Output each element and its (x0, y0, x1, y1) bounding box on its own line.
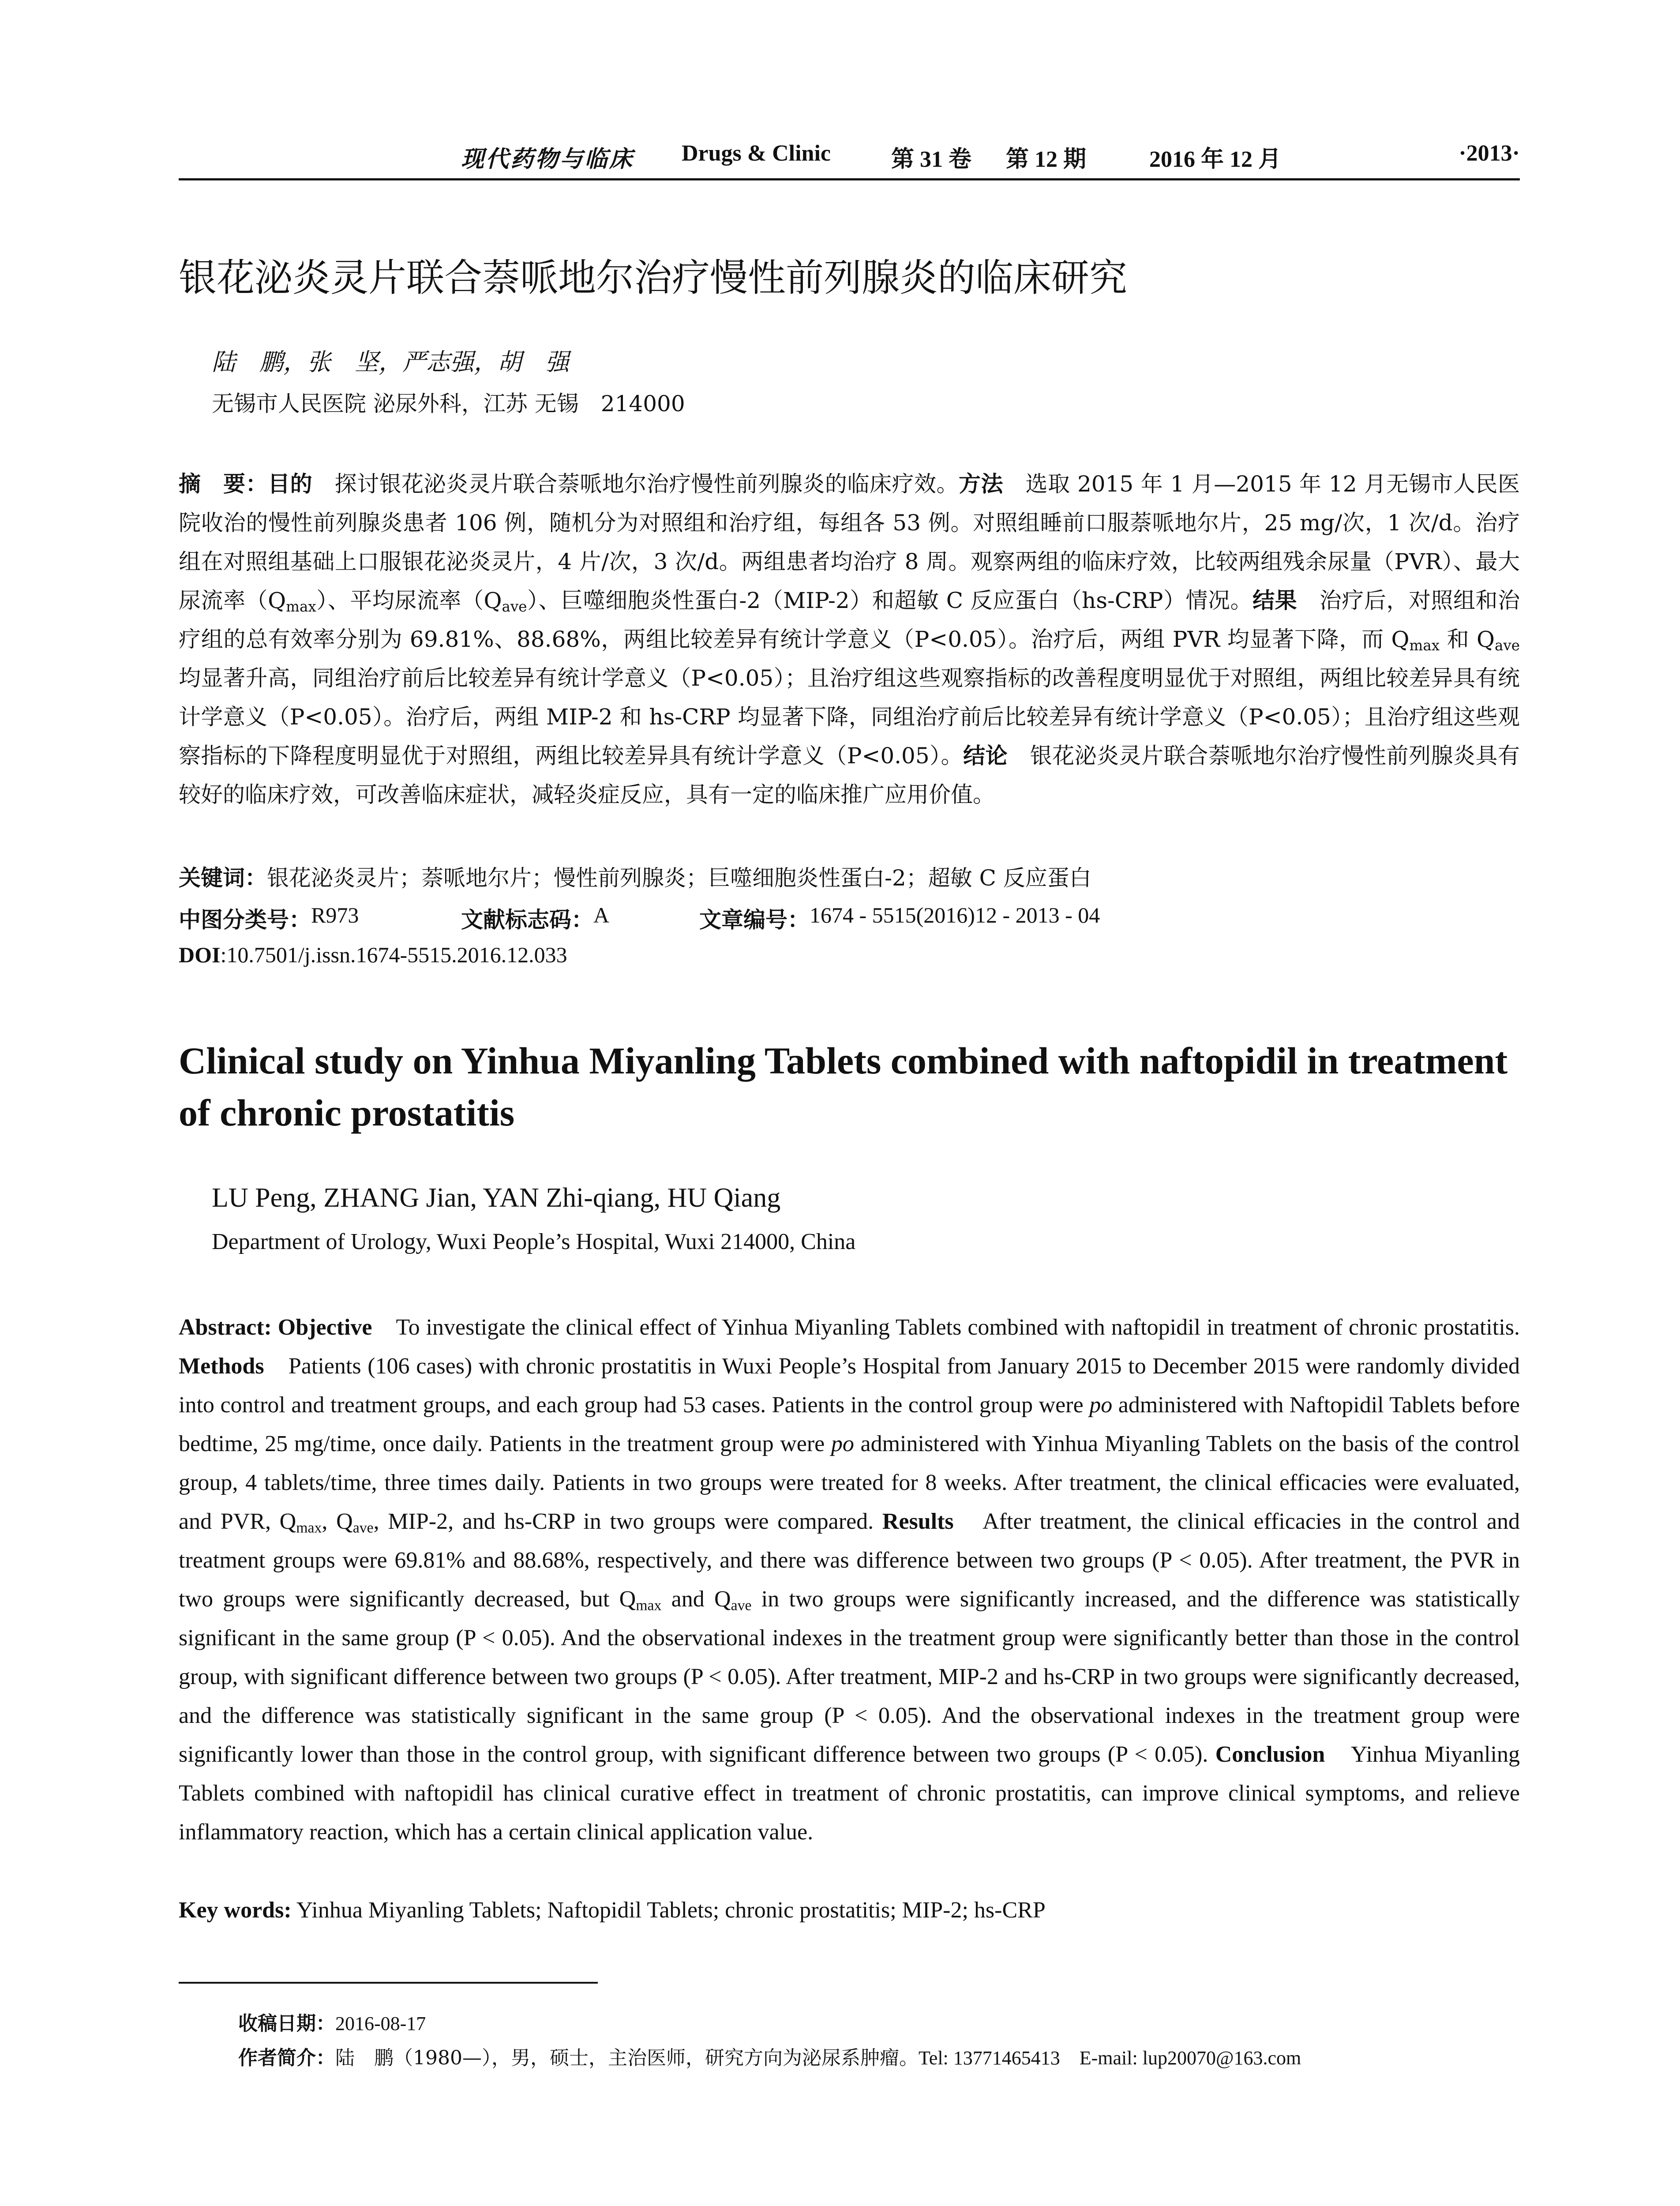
running-header (179, 140, 1520, 176)
issue-date: 2016 年 12 月 (1149, 147, 1282, 172)
methods-text-en: Patients (106 cases) with chronic prostatitis in Wuxi People’s Hospital from January 2015 to December 2015 were randomly divided into control and treatment groups, and each group had 53 cases. Patients in the control group were (179, 1354, 1520, 1418)
methods-text-cn-2: ）、平均尿流率（Q (316, 588, 502, 613)
conclusion-label-en: Conclusion (1215, 1742, 1325, 1767)
results-label-en: Results (882, 1509, 954, 1534)
keywords-en (179, 1897, 1046, 1923)
objective-text-en: To investigate the clinical effect of Yinhua Miyanling Tablets combined with naftopidil in treatment of chronic prostatitis. (372, 1315, 1520, 1340)
results-text-en-2: and Q (661, 1587, 731, 1612)
clc-value: R973 (311, 903, 359, 927)
results-text-cn: 治疗后，对照组和治疗组的总有效率分别为 69.81%、88.68%，两组比较差异有统计学意义（P<0.05）。治疗后，两组 PVR 均显著下降，而 Q (179, 588, 1520, 652)
affiliation-en: Department of Urology, Wuxi People’s Hospital, Wuxi 214000, China (212, 1229, 856, 1254)
methods-text-en-2: administered with Naftopidil Tablets before bedtime, 25 mg/time, once daily. Patients in the treatment group were (179, 1392, 1520, 1456)
clc-label: 中图分类号： (179, 907, 311, 933)
methods-text-en-4: , Q (322, 1509, 353, 1534)
subscript-ave: ave (731, 1597, 752, 1614)
page-number: ·2013· (1459, 141, 1520, 166)
results-text-en-3: in two groups were significantly increased, and the difference was statistically significant in the same group (P < 0.05). And the observational indexes in the treatment group were significantly better than those in the control group, with significant difference between two groups (P < 0.05). After treatment, MIP-2 and hs-CRP in two groups were significantly decreased, and the difference was statistically significant in the same group (P < 0.05). And the observational indexes in the treatment group were significantly lower than those in the control group, with significant difference between two groups (P < 0.05). (179, 1587, 1520, 1767)
abstract-label-en: Abstract: (179, 1315, 272, 1340)
doi-value: :10.7501/j.issn.1674-5515.2016.12.033 (220, 942, 567, 967)
article-id (699, 902, 1100, 934)
subscript-ave: ave (502, 598, 527, 615)
subscript-max: max (296, 1519, 322, 1536)
results-text-cn-3: 均显著升高，同组治疗前后比较差异有统计学意义（P<0.05）；且治疗组这些观察指标的改善程度明显优于对照组，两组比较差异具有统计学意义（P<0.05）。治疗后，两组 MIP-2 和 hs-CRP 均显著下降，同组治疗前后比较差异有统计学意义（P<0.05）；且治疗组这些观察指标的下降程度明显优于对照组，两组比较差异具有统计学意义（P<0.05）。 (179, 665, 1520, 769)
results-label-cn: 结果 (1252, 588, 1298, 613)
italic-po: po (1089, 1392, 1113, 1418)
author-bio-label: 作者简介： (238, 2047, 335, 2069)
subscript-max: max (636, 1597, 662, 1614)
article-id-label: 文章编号： (699, 907, 810, 933)
subscript-ave: ave (352, 1519, 374, 1536)
subscript-max: max (1409, 637, 1440, 654)
author-contact: Tel: 13771465413 E-mail: lup20070@163.com (918, 2047, 1301, 2069)
methods-label-en: Methods (179, 1354, 264, 1379)
journal-name-cn: 现代药物与临床 (461, 147, 634, 172)
italic-po: po (831, 1431, 854, 1456)
doc-code-value: A (593, 903, 610, 927)
objective-label-cn: 目的 (268, 471, 313, 497)
document-code (461, 902, 610, 934)
conclusion-text-en: Yinhua Miyanling Tablets combined with naftopidil has clinical curative effect in treatment of chronic prostatitis, can improve clinical symptoms, and relieve inflammatory reaction, which has a certain clinical application value. (179, 1742, 1520, 1845)
article-id-value: 1674 - 5515(2016)12 - 2013 - 04 (810, 903, 1100, 927)
author-bio-text: 陆 鹏（1980—），男，硕士，主治医师，研究方向为泌尿系肿瘤。 (335, 2047, 919, 2069)
footnote-author (238, 2042, 1301, 2070)
keywords-text-en: Yinhua Miyanling Tablets; Naftopidil Tablets; chronic prostatitis; MIP-2; hs-CRP (291, 1898, 1046, 1923)
conclusion-label-cn: 结论 (963, 743, 1008, 769)
methods-text-en-5: , MIP-2, and hs-CRP in two groups were compared. (373, 1509, 882, 1534)
authors-cn: 陆 鹏，张 坚，严志强，胡 强 (212, 348, 569, 376)
abstract-en (179, 1308, 1520, 1852)
methods-text-cn: 选取 2015 年 1 月—2015 年 12 月无锡市人民医院收治的慢性前列腺炎患者 106 例，随机分为对照组和治疗组，每组各 53 例。对照组睡前口服萘哌地尔片，25 mg/次，1 次/d。治疗组在对照组基础上口服银花泌炎灵片，4 片/次，3 次/d。两组患者均治疗 8 周。观察两组的临床疗效，比较两组残余尿量（PVR）、最大尿流率（Q (179, 471, 1520, 613)
results-text-en: After treatment, the clinical efficacies in the control and treatment groups were 69.81% and 88.68%, respectively, and there was difference between two groups (P < 0.05). After treatment, the PVR in two groups were significantly decreased, but Q (179, 1509, 1520, 1612)
keywords-label-en: Key words: (179, 1898, 292, 1923)
classification-line (179, 902, 1520, 938)
affiliation-cn: 无锡市人民医院 泌尿外科，江苏 无锡 214000 (212, 391, 685, 416)
results-text-cn-2: 和 Q (1440, 627, 1495, 652)
received-label: 收稿日期： (238, 2012, 335, 2035)
footnote-rule (179, 1982, 598, 1984)
conclusion-text-cn: 银花泌炎灵片联合萘哌地尔治疗慢性前列腺炎具有较好的临床疗效，可改善临床症状，减轻炎症反应，具有一定的临床推广应用价值。 (179, 743, 1520, 807)
doi-label: DOI (179, 942, 221, 967)
received-date: 2016-08-17 (335, 2013, 426, 2034)
title-cn: 银花泌炎灵片联合萘哌地尔治疗慢性前列腺炎的临床研究 (179, 256, 1127, 300)
keywords-text-cn: 银花泌炎灵片；萘哌地尔片；慢性前列腺炎；巨噬细胞炎性蛋白-2；超敏 C 反应蛋白 (267, 865, 1091, 891)
doc-code-label: 文献标志码： (461, 907, 593, 933)
keywords-label-cn: 关键词： (179, 865, 267, 891)
abstract-cn (179, 465, 1520, 814)
volume: 第 31 卷 (891, 147, 972, 172)
doi (179, 942, 567, 968)
subscript-ave: ave (1495, 637, 1520, 654)
abstract-label-cn: 摘 要： (179, 471, 268, 497)
methods-text-cn-3: ）、巨噬细胞炎性蛋白-2（MIP-2）和超敏 C 反应蛋白（hs-CRP）情况。 (527, 588, 1253, 613)
methods-text-en-3: administered with Yinhua Miyanling Tablets on the basis of the control group, 4 tablets/time, three times daily. Patients in two groups were treated for 8 weeks. After treatment, the clinical efficacies were evaluated, and PVR, Q (179, 1431, 1520, 1534)
header-rule (179, 178, 1520, 180)
issue: 第 12 期 (1006, 147, 1087, 172)
journal-name-en: Drugs & Clinic (682, 141, 831, 166)
objective-label-en: Objective (271, 1315, 372, 1340)
footnote-received (238, 2007, 426, 2036)
clc-number (179, 902, 359, 934)
subscript-max: max (286, 598, 316, 615)
title-en: Clinical study on Yinhua Miyanling Tablets combined with naftopidil in treatment of chronic prostatitis (179, 1039, 1508, 1134)
keywords-cn (179, 860, 1091, 892)
methods-label-cn: 方法 (959, 471, 1004, 497)
authors-en: LU Peng, ZHANG Jian, YAN Zhi-qiang, HU Qiang (212, 1183, 781, 1213)
objective-text-cn: 探讨银花泌炎灵片联合萘哌地尔治疗慢性前列腺炎的临床疗效。 (312, 471, 959, 497)
